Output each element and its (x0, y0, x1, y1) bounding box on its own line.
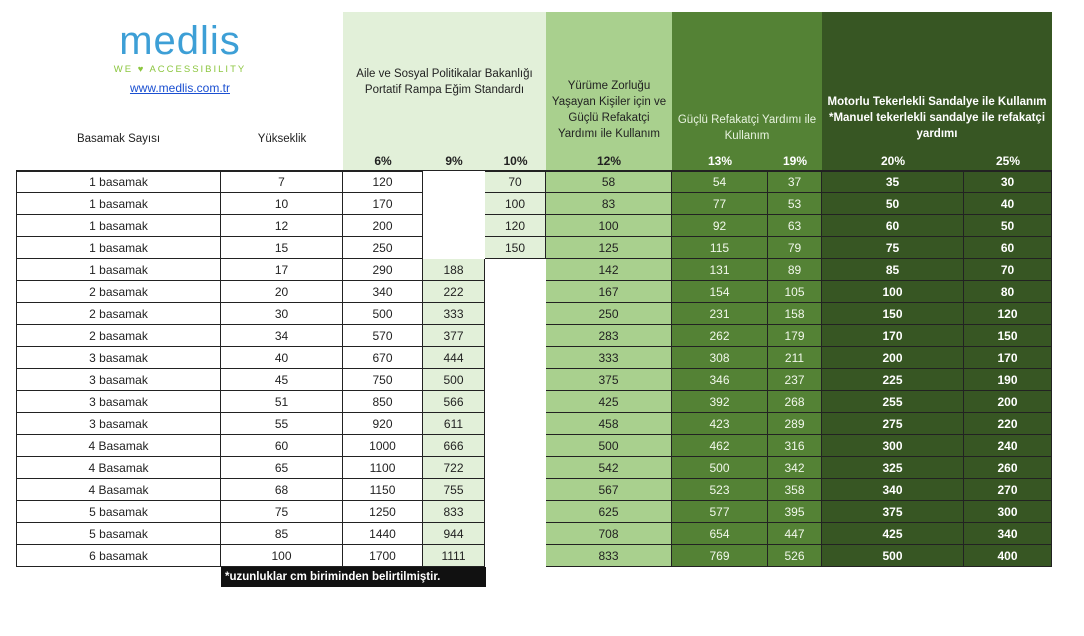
percent-25: 25% (995, 154, 1021, 168)
cell-p25: 260 (964, 457, 1052, 479)
cell-p10 (485, 369, 546, 391)
cell-p13: 392 (672, 391, 768, 413)
cell-p13: 154 (672, 281, 768, 303)
cell-p19: 237 (768, 369, 822, 391)
cell-p13: 769 (672, 545, 768, 567)
cell-p20: 255 (822, 391, 964, 413)
cell-basamak: 1 basamak (16, 193, 221, 215)
cell-p13: 308 (672, 347, 768, 369)
cell-p10: 70 (485, 171, 546, 193)
cell-yukseklik: 51 (221, 391, 343, 413)
cell-p13: 54 (672, 171, 768, 193)
cell-p19: 268 (768, 391, 822, 413)
cell-p9: 188 (423, 259, 485, 281)
cell-p20: 325 (822, 457, 964, 479)
cell-p19: 316 (768, 435, 822, 457)
cell-p20: 100 (822, 281, 964, 303)
cell-p19: 447 (768, 523, 822, 545)
cell-p25: 120 (964, 303, 1052, 325)
cell-p9: 755 (423, 479, 485, 501)
cell-yukseklik: 45 (221, 369, 343, 391)
header-basamak-sayisi: Basamak Sayısı (76, 133, 161, 145)
cell-p13: 654 (672, 523, 768, 545)
table-top-border (16, 170, 1052, 171)
cell-p13: 115 (672, 237, 768, 259)
header-yukseklik: Yükseklik (257, 133, 307, 145)
cell-p13: 231 (672, 303, 768, 325)
cell-p12: 458 (546, 413, 672, 435)
cell-p9: 566 (423, 391, 485, 413)
cell-p25: 220 (964, 413, 1052, 435)
cell-p20: 50 (822, 193, 964, 215)
cell-p20: 150 (822, 303, 964, 325)
cell-p13: 77 (672, 193, 768, 215)
cell-yukseklik: 7 (221, 171, 343, 193)
cell-p10 (485, 457, 546, 479)
cell-p13: 462 (672, 435, 768, 457)
cell-p13: 577 (672, 501, 768, 523)
cell-basamak: 6 basamak (16, 545, 221, 567)
cell-p12: 142 (546, 259, 672, 281)
cell-p10 (485, 259, 546, 281)
cell-p12: 708 (546, 523, 672, 545)
cell-p20: 340 (822, 479, 964, 501)
cell-p25: 60 (964, 237, 1052, 259)
cell-p12: 542 (546, 457, 672, 479)
cell-p12: 425 (546, 391, 672, 413)
cell-p6: 1100 (343, 457, 423, 479)
cell-p13: 500 (672, 457, 768, 479)
cell-p19: 37 (768, 171, 822, 193)
cell-p19: 358 (768, 479, 822, 501)
cell-p6: 850 (343, 391, 423, 413)
percent-20: 20% (880, 154, 906, 168)
cell-p6: 290 (343, 259, 423, 281)
cell-p12: 375 (546, 369, 672, 391)
cell-basamak: 3 basamak (16, 369, 221, 391)
cell-basamak: 2 basamak (16, 303, 221, 325)
cell-p12: 83 (546, 193, 672, 215)
cell-yukseklik: 65 (221, 457, 343, 479)
cell-p13: 131 (672, 259, 768, 281)
cell-p10 (485, 545, 546, 567)
cell-basamak: 1 basamak (16, 215, 221, 237)
cell-p10: 120 (485, 215, 546, 237)
cell-p9 (423, 171, 485, 193)
cell-basamak: 1 basamak (16, 237, 221, 259)
cell-yukseklik: 15 (221, 237, 343, 259)
cell-basamak: 5 basamak (16, 523, 221, 545)
cell-basamak: 4 Basamak (16, 435, 221, 457)
cell-p20: 425 (822, 523, 964, 545)
cell-p10 (485, 303, 546, 325)
cell-p13: 262 (672, 325, 768, 347)
cell-p9 (423, 193, 485, 215)
logo-tagline: WE ♥ ACCESSIBILITY (113, 64, 247, 75)
percent-9: 9% (445, 154, 463, 168)
cell-p12: 58 (546, 171, 672, 193)
website-link[interactable]: www.medlis.com.tr (129, 81, 230, 95)
cell-p10 (485, 435, 546, 457)
cell-yukseklik: 12 (221, 215, 343, 237)
cell-yukseklik: 85 (221, 523, 343, 545)
cell-p12: 125 (546, 237, 672, 259)
cell-p6: 920 (343, 413, 423, 435)
cell-p25: 40 (964, 193, 1052, 215)
cell-p12: 625 (546, 501, 672, 523)
cell-p9: 1111 (423, 545, 485, 567)
header-yurume-zorlugu: Yürüme Zorluğu Yaşayan Kişiler için ve Güçlü Refakatçi Yardımı ile Kullanım (551, 80, 667, 140)
cell-p20: 300 (822, 435, 964, 457)
header-motorlu-tekerlekli: Motorlu Tekerlekli Sandalye ile Kullanım *Manuel tekerlekli sandalye ile refakatçi yardımı (827, 96, 1047, 140)
cell-p19: 79 (768, 237, 822, 259)
cell-p20: 35 (822, 171, 964, 193)
cell-p25: 170 (964, 347, 1052, 369)
cell-p9: 666 (423, 435, 485, 457)
cell-yukseklik: 30 (221, 303, 343, 325)
percent-13: 13% (707, 154, 733, 168)
cell-p10 (485, 347, 546, 369)
cell-p10 (485, 479, 546, 501)
cell-p6: 340 (343, 281, 423, 303)
cell-p25: 80 (964, 281, 1052, 303)
cell-p6: 1700 (343, 545, 423, 567)
cell-p6: 250 (343, 237, 423, 259)
cell-p20: 75 (822, 237, 964, 259)
cell-p20: 60 (822, 215, 964, 237)
cell-p19: 342 (768, 457, 822, 479)
logo-wordmark: medlis (119, 19, 241, 63)
percent-19: 19% (782, 154, 808, 168)
cell-p6: 200 (343, 215, 423, 237)
cell-basamak: 1 basamak (16, 259, 221, 281)
medlis-logo (60, 20, 300, 95)
cell-yukseklik: 10 (221, 193, 343, 215)
cell-basamak: 3 basamak (16, 347, 221, 369)
cell-p13: 523 (672, 479, 768, 501)
cell-p9: 833 (423, 501, 485, 523)
cell-p20: 200 (822, 347, 964, 369)
percent-12: 12% (596, 154, 622, 168)
cell-yukseklik: 60 (221, 435, 343, 457)
cell-p25: 200 (964, 391, 1052, 413)
cell-p6: 570 (343, 325, 423, 347)
cell-p19: 211 (768, 347, 822, 369)
cell-p25: 50 (964, 215, 1052, 237)
cell-p6: 750 (343, 369, 423, 391)
cell-p25: 270 (964, 479, 1052, 501)
cell-p6: 170 (343, 193, 423, 215)
cell-p10: 100 (485, 193, 546, 215)
footnote: *uzunluklar cm biriminden belirtilmiştir. (221, 567, 486, 587)
cell-p20: 375 (822, 501, 964, 523)
cell-p13: 346 (672, 369, 768, 391)
header-aile-sosyal-standard: Aile ve Sosyal Politikalar Bakanlığı Portatif Rampa Eğim Standardı (356, 68, 533, 96)
cell-p9 (423, 215, 485, 237)
cell-p10 (485, 413, 546, 435)
cell-p10 (485, 281, 546, 303)
cell-p19: 105 (768, 281, 822, 303)
cell-p12: 250 (546, 303, 672, 325)
cell-basamak: 5 basamak (16, 501, 221, 523)
cell-basamak: 3 basamak (16, 391, 221, 413)
cell-p13: 423 (672, 413, 768, 435)
cell-yukseklik: 20 (221, 281, 343, 303)
cell-p13: 92 (672, 215, 768, 237)
cell-p12: 100 (546, 215, 672, 237)
cell-p6: 1150 (343, 479, 423, 501)
cell-p10 (485, 325, 546, 347)
cell-yukseklik: 17 (221, 259, 343, 281)
cell-p9 (423, 237, 485, 259)
cell-basamak: 2 basamak (16, 325, 221, 347)
cell-basamak: 3 basamak (16, 413, 221, 435)
cell-yukseklik: 68 (221, 479, 343, 501)
cell-p19: 89 (768, 259, 822, 281)
cell-p6: 1440 (343, 523, 423, 545)
cell-basamak: 1 basamak (16, 171, 221, 193)
cell-p19: 63 (768, 215, 822, 237)
cell-p19: 179 (768, 325, 822, 347)
cell-basamak: 4 Basamak (16, 479, 221, 501)
cell-p19: 526 (768, 545, 822, 567)
cell-p9: 611 (423, 413, 485, 435)
cell-p9: 444 (423, 347, 485, 369)
cell-p6: 500 (343, 303, 423, 325)
cell-p19: 158 (768, 303, 822, 325)
cell-p25: 30 (964, 171, 1052, 193)
cell-p20: 275 (822, 413, 964, 435)
cell-p9: 222 (423, 281, 485, 303)
percent-10: 10% (503, 154, 528, 168)
cell-p6: 1000 (343, 435, 423, 457)
cell-yukseklik: 55 (221, 413, 343, 435)
cell-p12: 333 (546, 347, 672, 369)
cell-basamak: 2 basamak (16, 281, 221, 303)
cell-yukseklik: 100 (221, 545, 343, 567)
cell-p12: 167 (546, 281, 672, 303)
cell-yukseklik: 40 (221, 347, 343, 369)
cell-p6: 670 (343, 347, 423, 369)
cell-basamak: 4 Basamak (16, 457, 221, 479)
percent-6: 6% (374, 154, 392, 168)
cell-p12: 833 (546, 545, 672, 567)
cell-p25: 70 (964, 259, 1052, 281)
cell-p9: 333 (423, 303, 485, 325)
cell-p9: 377 (423, 325, 485, 347)
cell-p12: 567 (546, 479, 672, 501)
cell-p25: 340 (964, 523, 1052, 545)
cell-p6: 1250 (343, 501, 423, 523)
cell-p19: 53 (768, 193, 822, 215)
cell-p10 (485, 391, 546, 413)
cell-p25: 240 (964, 435, 1052, 457)
cell-p10 (485, 523, 546, 545)
cell-p20: 170 (822, 325, 964, 347)
cell-p10 (485, 501, 546, 523)
cell-p9: 944 (423, 523, 485, 545)
cell-p9: 722 (423, 457, 485, 479)
cell-yukseklik: 34 (221, 325, 343, 347)
cell-yukseklik: 75 (221, 501, 343, 523)
cell-p12: 283 (546, 325, 672, 347)
cell-p25: 150 (964, 325, 1052, 347)
cell-p9: 500 (423, 369, 485, 391)
cell-p20: 225 (822, 369, 964, 391)
cell-p19: 289 (768, 413, 822, 435)
cell-p25: 300 (964, 501, 1052, 523)
cell-p20: 500 (822, 545, 964, 567)
header-guclu-refakatci: Güçlü Refakatçi Yardımı ile Kullanım (677, 114, 817, 142)
cell-p19: 395 (768, 501, 822, 523)
cell-p25: 400 (964, 545, 1052, 567)
cell-p20: 85 (822, 259, 964, 281)
cell-p6: 120 (343, 171, 423, 193)
cell-p25: 190 (964, 369, 1052, 391)
cell-p12: 500 (546, 435, 672, 457)
cell-p10: 150 (485, 237, 546, 259)
